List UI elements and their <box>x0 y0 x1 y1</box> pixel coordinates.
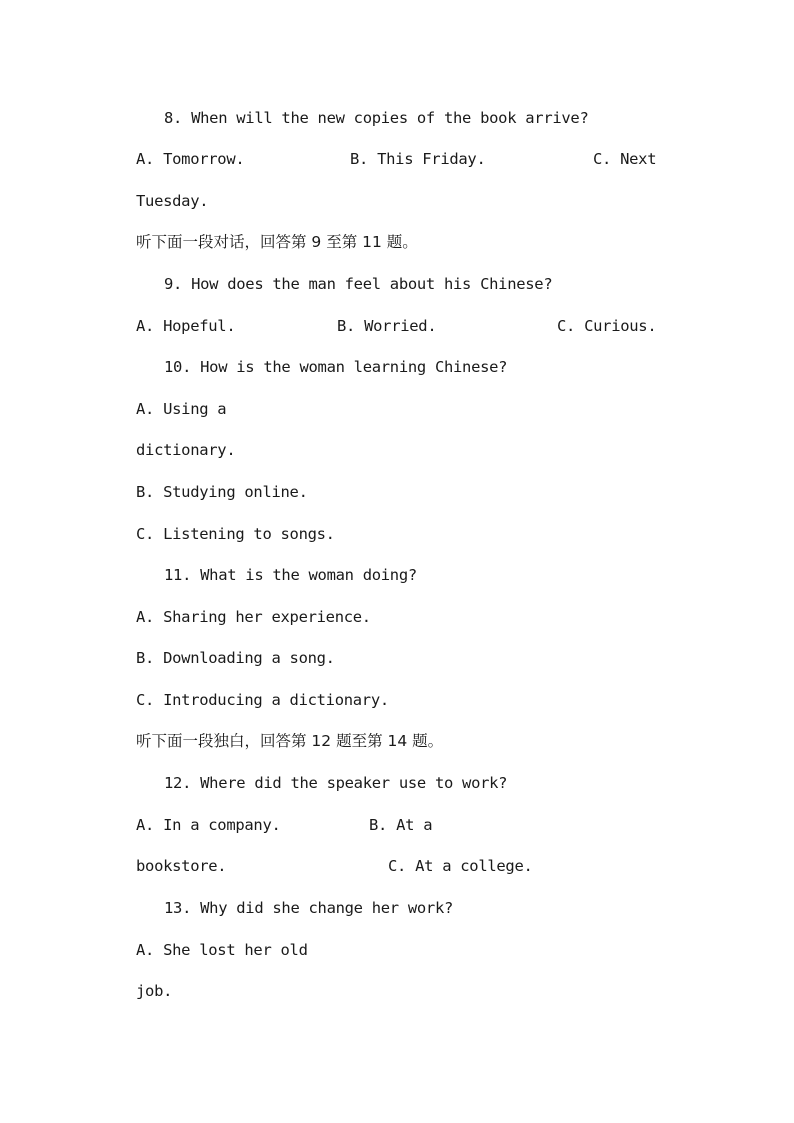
q10-option-a-continued: dictionary. <box>136 441 236 459</box>
q12-option-b-continued: bookstore. <box>136 857 227 875</box>
q13-stem: 13. Why did she change her work? <box>164 899 454 917</box>
q10-option-b: B. Studying online. <box>136 483 308 501</box>
q8-option-a: A. Tomorrow. <box>136 150 245 168</box>
q11-option-c: C. Introducing a dictionary. <box>136 691 389 709</box>
q8-option-c: C. Next <box>593 150 657 168</box>
q10-stem: 10. How is the woman learning Chinese? <box>164 358 508 376</box>
q11-stem: 11. What is the woman doing? <box>164 566 417 584</box>
q13-option-a: A. She lost her old <box>136 941 308 959</box>
q8-option-b: B. This Friday. <box>350 150 486 168</box>
q12-option-b: B. At a <box>369 816 433 834</box>
q12-option-a: A. In a company. <box>136 816 281 834</box>
q11-option-a: A. Sharing her experience. <box>136 608 371 626</box>
q10-option-c: C. Listening to songs. <box>136 525 335 543</box>
q12-option-c: C. At a college. <box>388 857 533 875</box>
q8-option-c-continued: Tuesday. <box>136 192 209 210</box>
q12-stem: 12. Where did the speaker use to work? <box>164 774 508 792</box>
q9-option-c: C. Curious. <box>557 317 657 335</box>
q11-option-b: B. Downloading a song. <box>136 649 335 667</box>
q8-stem: 8. When will the new copies of the book arrive? <box>164 109 589 127</box>
section-instruction-9-11: 听下面一段对话，回答第 9 至第 11 题。 <box>136 233 418 251</box>
q9-option-b: B. Worried. <box>337 317 437 335</box>
q13-option-a-continued: job. <box>136 982 173 1000</box>
q9-option-a: A. Hopeful. <box>136 317 236 335</box>
section-instruction-12-14: 听下面一段独白，回答第 12 题至第 14 题。 <box>136 732 444 750</box>
q10-option-a: A. Using a <box>136 400 227 418</box>
q9-stem: 9. How does the man feel about his Chinese? <box>164 275 553 293</box>
